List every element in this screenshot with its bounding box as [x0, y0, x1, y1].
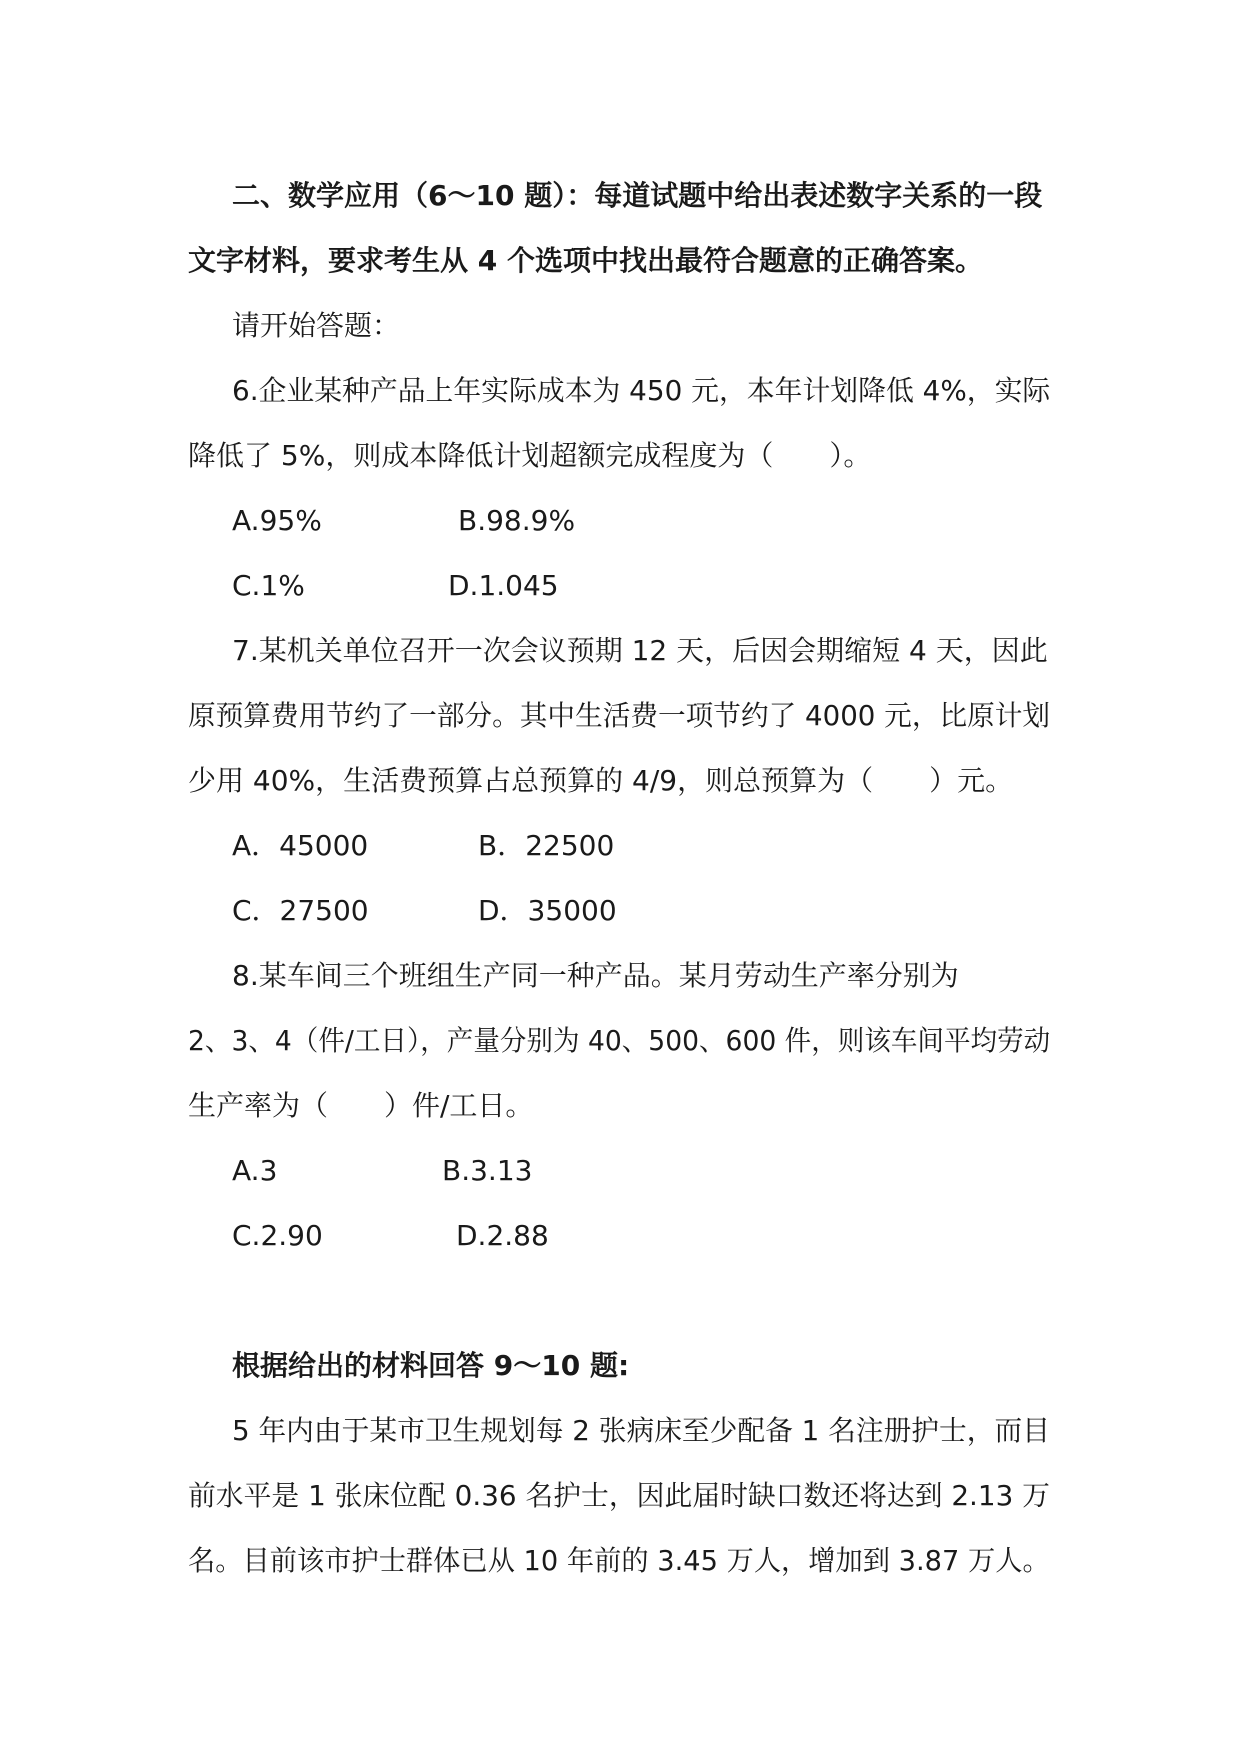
material-line3: 名。目前该市护士群体已从 10 年前的 3.45 万人，增加到 3.87 万人。	[188, 1544, 1050, 1577]
question-8-option-a: A.3	[232, 1154, 278, 1187]
question-6-option-b: B.98.9%	[458, 504, 576, 537]
question-8-option-d: D.2.88	[456, 1219, 549, 1252]
question-7-line1: 7.某机关单位召开一次会议预期 12 天，后因会期缩短 4 天，因此	[232, 634, 1048, 667]
question-6-option-a: A.95%	[232, 504, 322, 537]
material-line2: 前水平是 1 张床位配 0.36 名护士，因此届时缺口数还将达到 2.13 万	[188, 1479, 1050, 1512]
question-7-option-c: C．27500	[232, 894, 369, 927]
question-7-option-d: D．35000	[478, 894, 617, 927]
question-7-option-a: A．45000	[232, 829, 369, 862]
question-8-option-b: B.3.13	[442, 1154, 533, 1187]
material-line1: 5 年内由于某市卫生规划每 2 张病床至少配备 1 名注册护士，而目	[232, 1414, 1050, 1447]
question-8-option-c: C.2.90	[232, 1219, 323, 1252]
question-7-line2: 原预算费用节约了一部分。其中生活费一项节约了 4000 元，比原计划	[188, 699, 1051, 732]
start-prompt: 请开始答题：	[232, 309, 401, 342]
section-heading-line2: 文字材料，要求考生从 4 个选项中找出最符合题意的正确答案。	[188, 244, 983, 277]
section-heading-line1: 二、数学应用（6～10 题）：每道试题中给出表述数字关系的一段	[232, 179, 1043, 212]
question-6-line2: 降低了 5%，则成本降低计划超额完成程度为（ ）。	[188, 439, 872, 472]
question-6-option-c: C.1%	[232, 569, 305, 602]
question-8-line1: 8.某车间三个班组生产同一种产品。某月劳动生产率分别为	[232, 959, 959, 992]
question-6-line1: 6.企业某种产品上年实际成本为 450 元，本年计划降低 4%，实际	[232, 374, 1051, 407]
question-7-option-b: B．22500	[478, 829, 615, 862]
question-8-line3: 生产率为（ ）件/工日。	[188, 1089, 534, 1122]
question-6-option-d: D.1.045	[448, 569, 559, 602]
question-7-line3: 少用 40%，生活费预算占总预算的 4/9，则总预算为（ ）元。	[188, 764, 1014, 797]
question-8-line2: 2、3、4（件/工日），产量分别为 40、500、600 件，则该车间平均劳动	[188, 1024, 1051, 1057]
material-heading: 根据给出的材料回答 9～10 题:	[232, 1349, 630, 1382]
